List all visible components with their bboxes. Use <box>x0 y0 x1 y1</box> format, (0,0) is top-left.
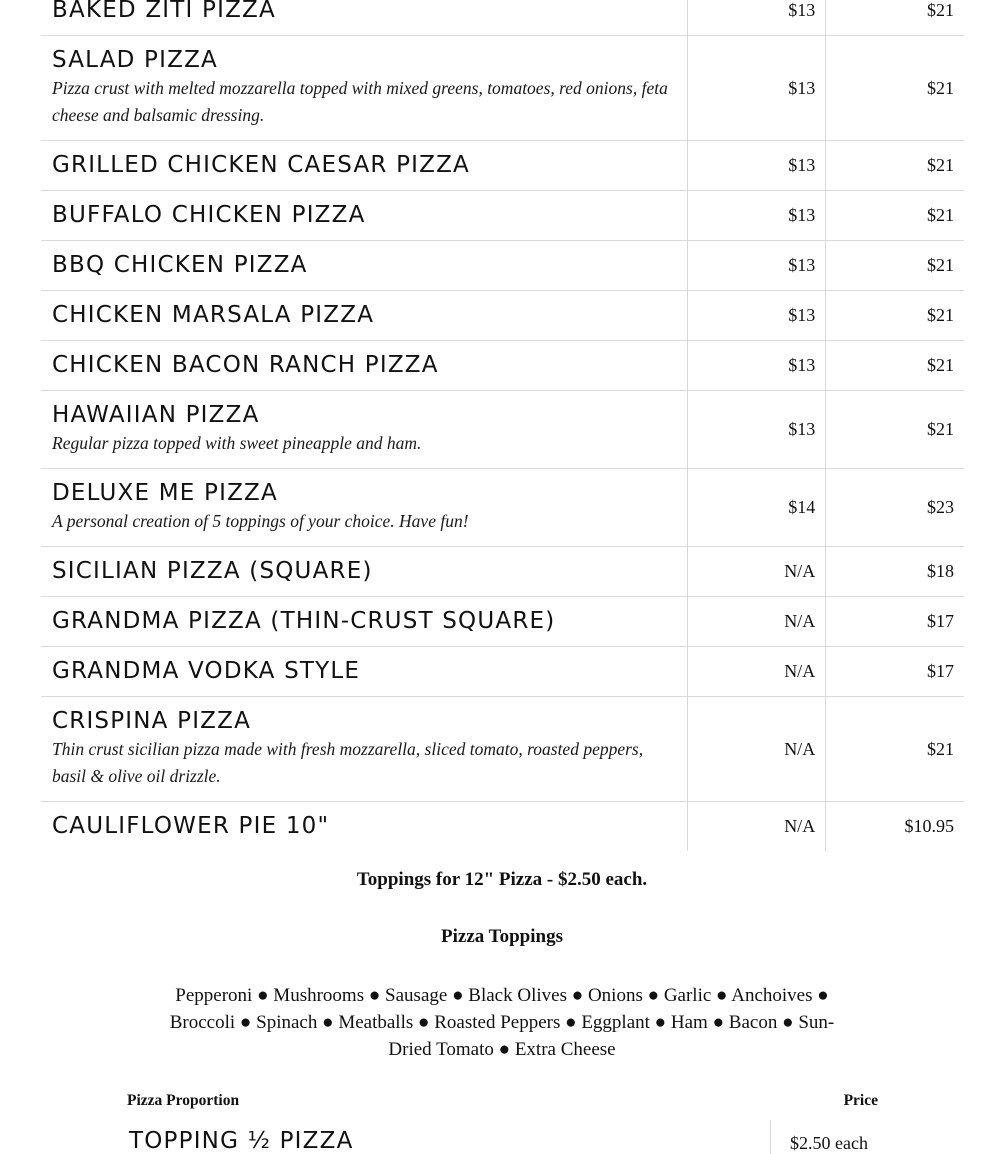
menu-item-cell <box>41 391 687 469</box>
menu-row <box>41 391 964 469</box>
price-large: $10.95 <box>826 802 964 852</box>
pizza-menu-table <box>41 0 964 851</box>
price-large: $21 <box>826 191 964 241</box>
menu-row <box>41 291 964 341</box>
menu-item-description: A personal creation of 5 toppings of your choice. Have fun! <box>52 511 469 531</box>
price-large: $21 <box>826 391 964 469</box>
menu-row <box>41 647 964 697</box>
price-large: $17 <box>826 647 964 697</box>
toppings-heading: Pizza Toppings <box>441 926 563 947</box>
menu-item-name: SICILIAN PIZZA (SQUARE) <box>52 558 373 584</box>
menu-item-name: CRISPINA PIZZA <box>52 708 252 734</box>
menu-item-name: CHICKEN MARSALA PIZZA <box>52 302 375 328</box>
price-small: $14 <box>687 469 825 547</box>
menu-item-cell <box>41 191 687 241</box>
proportion-header: Pizza Proportion <box>127 1092 240 1109</box>
menu-item-cell <box>41 697 687 802</box>
menu-row <box>41 802 964 852</box>
menu-item-cell <box>41 36 687 141</box>
price-large: $17 <box>826 597 964 647</box>
menu-row <box>41 597 964 647</box>
price-small: $13 <box>687 241 825 291</box>
menu-item-name: BBQ CHICKEN PIZZA <box>52 252 308 278</box>
price-large: $21 <box>826 241 964 291</box>
column-divider <box>770 1120 771 1154</box>
menu-item-name: BAKED ZITI PIZZA <box>52 0 276 23</box>
menu-row <box>41 341 964 391</box>
price-large: $21 <box>826 341 964 391</box>
menu-item-name: GRANDMA PIZZA (THIN-CRUST SQUARE) <box>52 608 556 634</box>
toppings-list: Pepperoni ● Mushrooms ● Sausage ● Black Olives ● Onions ● Garlic ● Anchoives ● Broccoli ● Spinach ● Meatballs ● Roasted Peppers ● Eggplant ● Ham ● Bacon ● Sun-Dried Tomato ● Extra Cheese <box>169 985 835 1060</box>
menu-row <box>41 191 964 241</box>
price-small: $13 <box>687 191 825 241</box>
menu-item-cell <box>41 141 687 191</box>
menu-item-name: GRANDMA VODKA STYLE <box>52 658 361 684</box>
price-small: N/A <box>687 597 825 647</box>
menu-item-cell <box>41 291 687 341</box>
menu-row <box>41 36 964 141</box>
price-small: N/A <box>687 697 825 802</box>
menu-item-cell <box>41 597 687 647</box>
proportion-item-name: TOPPING ½ PIZZA <box>129 1128 354 1154</box>
menu-row <box>41 0 964 36</box>
menu-item-name: DELUXE ME PIZZA <box>52 480 278 506</box>
menu-item-cell <box>41 647 687 697</box>
toppings-price-note: Toppings for 12" Pizza - $2.50 each. <box>356 869 648 890</box>
price-large: $21 <box>826 0 964 36</box>
menu-item-description: Regular pizza topped with sweet pineapple and ham. <box>52 433 422 453</box>
menu-row <box>41 547 964 597</box>
price-large: $23 <box>826 469 964 547</box>
menu-item-description: Thin crust sicilian pizza made with fresh mozzarella, sliced tomato, roasted peppers, basil & olive oil drizzle. <box>52 739 644 786</box>
menu-item-name: CAULIFLOWER PIE 10" <box>52 813 330 839</box>
menu-row <box>41 241 964 291</box>
menu-item-name: HAWAIIAN PIZZA <box>52 402 260 428</box>
menu-row <box>41 469 964 547</box>
menu-item-cell <box>41 341 687 391</box>
menu-item-cell <box>41 469 687 547</box>
price-large: $21 <box>826 291 964 341</box>
menu-item-name: BUFFALO CHICKEN PIZZA <box>52 202 366 228</box>
menu-item-cell <box>41 547 687 597</box>
proportion-item-price: $2.50 each <box>790 1133 868 1153</box>
price-large: $18 <box>826 547 964 597</box>
price-small: N/A <box>687 647 825 697</box>
price-small: $13 <box>687 291 825 341</box>
price-small: $13 <box>687 0 825 36</box>
menu-item-description: Pizza crust with melted mozzarella topped with mixed greens, tomatoes, red onions, feta cheese and balsamic dressing. <box>52 78 668 125</box>
menu-row <box>41 141 964 191</box>
price-small: $13 <box>687 341 825 391</box>
menu-item-cell <box>41 0 687 36</box>
price-small: N/A <box>687 802 825 852</box>
menu-item-name: GRILLED CHICKEN CAESAR PIZZA <box>52 152 470 178</box>
menu-item-name: CHICKEN BACON RANCH PIZZA <box>52 352 439 378</box>
menu-item-name: SALAD PIZZA <box>52 47 218 73</box>
menu-row <box>41 697 964 802</box>
menu-item-cell <box>41 241 687 291</box>
price-large: $21 <box>826 141 964 191</box>
price-small: $13 <box>687 141 825 191</box>
menu-item-cell <box>41 802 687 852</box>
price-small: $13 <box>687 391 825 469</box>
price-large: $21 <box>826 36 964 141</box>
price-small: N/A <box>687 547 825 597</box>
price-header: Price <box>843 1092 878 1109</box>
price-small: $13 <box>687 36 825 141</box>
price-large: $21 <box>826 697 964 802</box>
